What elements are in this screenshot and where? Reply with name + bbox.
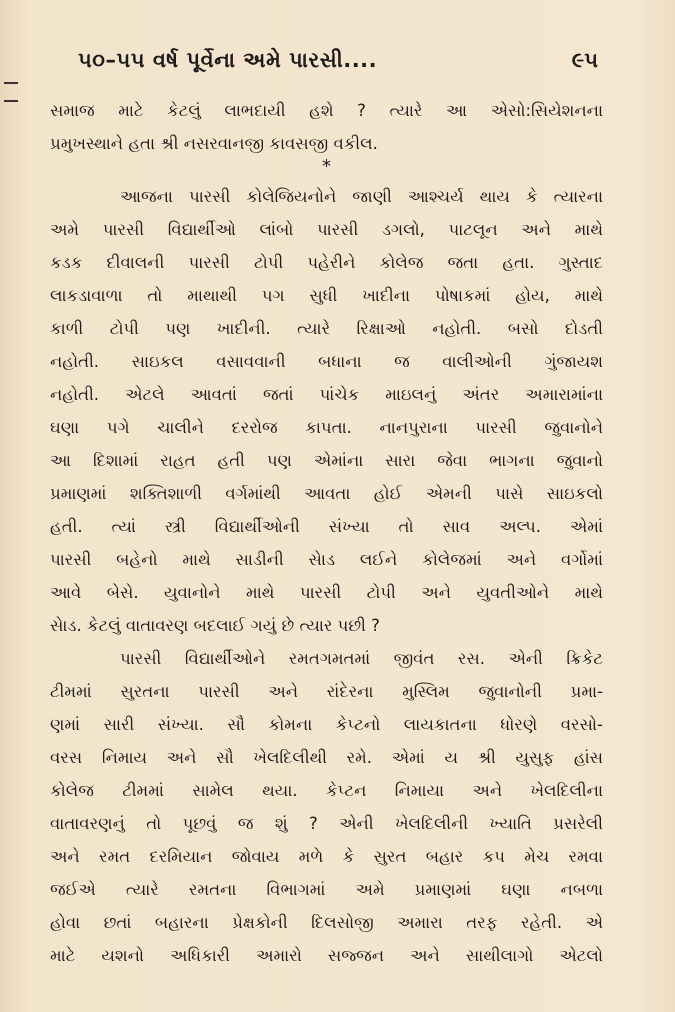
text-line: સેાડ. કેટલું વાતાવરણ બદલાઈ ગયું છે ત્યાર પછી ? (50, 616, 380, 635)
binding-mark (4, 100, 18, 102)
text-line: કડક દીવાલની પારસી ટોપી પહેરીને કોલેજ જતા હતા. ગુસ્તાદ (50, 253, 603, 272)
text-line: અને રમત દરમિયાન જોવાય મળે કે સુરત બહાર કપ મેચ રમવા (50, 847, 603, 866)
page-header (78, 48, 598, 78)
text-line: કોલેજ ટીમમાં સામેલ થયા. કેપ્ટન નિમાયા અને ખેલદિલીના (50, 781, 603, 800)
text-line: નહોતી. સાઇકલ વસાવવાની બધાના જ વાલીઓની ગુંજાયશ (50, 352, 603, 371)
text-line: હતી. ત્યાં સ્ત્રી વિદ્યાર્થીઓની સંખ્યા તો સાવ અલ્પ. એમાં (50, 517, 603, 536)
text-line: સમાજ માટે કેટલું લાભદાયી હશે ? ત્યારે આ એસો:સિયેશનના (50, 101, 603, 120)
text-line: પ્રમાણમાં શક્તિશાળી વર્ગમાંથી આવતા હોઈ એમની પાસે સાઇકલો (50, 484, 603, 503)
text-line: અમે પારસી વિદ્યાર્થીઓ લાંબો પારસી ડગલો, પાટલૂન અને માથે (50, 220, 603, 239)
running-title: ૫૦–૫૫ વર્ષ પૂર્વેના અમે પારસી.... (78, 48, 378, 72)
text-line: લાકડાવાળા તો માથાથી પગ સુધી ખાદીના પોષાકમાં હોય, માથે (50, 286, 603, 305)
section-separator: * (322, 156, 331, 177)
text-line: ઘણા પગે ચાલીને દરરોજ કાપતા. નાનપુરાના પારસી જુવાનોને (50, 418, 603, 437)
text-line: હોવા છતાં બહારના પ્રેક્ષકોની દિલસોજી અમારા તરફ રહેતી. એ (50, 913, 603, 932)
text-line: ણમાં સારી સંખ્યા. સૌ કોમના કેપ્ટનો લાયકાતના ધોરણે વરસો- (50, 715, 603, 734)
text-line: ટીમમાં સુરતના પારસી અને રાંદેરના મુસ્લિમ જુવાનોની પ્રમા- (50, 682, 603, 701)
text-line: આ દિશામાં રાહત હતી પણ એમાંના સારા જેવા ભાગના જુવાનો (50, 451, 603, 470)
page-number: ૯૫ (571, 48, 598, 72)
text-line: કાળી ટોપી પણ ખાદીની. ત્યારે રિક્ષાઓ નહોતી. બસો દોડતી (50, 319, 603, 338)
body-text (50, 94, 603, 972)
text-line: નહોતી. એટલે આવતાં જતાં પાંચેક માઇલનું અંતર અમારામાંના (50, 385, 603, 404)
text-line: માટે યશનો અધિકારી અમારો સજ્જન અને સાથીલાગો એટલો (50, 946, 603, 965)
text-line: આજના પારસી કોલેજિયનોને જાણી આશ્ચર્ય થાય કે ત્યારના (120, 187, 603, 206)
text-line: વરસ નિમાય અને સૌ ખેલદિલીથી રમે. એમાં ય શ્રી યુસુફ હાંસ (50, 748, 603, 767)
text-line: પારસી બહેનો માથે સાડીની સેાડ લઈને કોલેજમાં અને વર્ગોમાં (50, 550, 603, 569)
text-line: પારસી વિદ્યાર્થીઓને રમતગમતમાં જીવંત રસ. એની ક્રિકેટ (120, 649, 603, 668)
text-line: આવે બેસે. યુવાનોને માથે પારસી ટોપી અને યુવતીઓને માથે (50, 583, 603, 602)
text-line: પ્રમુખસ્થાને હતા શ્રી નસરવાનજી કાવસજી વકીલ. (50, 134, 378, 153)
binding-mark (4, 82, 18, 84)
text-line: વાતાવરણનું તો પૂછવું જ શું ? એની ખેલદિલીની ખ્યાતિ પ્રસરેલી (50, 814, 603, 833)
text-line: જઈએ ત્યારે રમતના વિભાગમાં અમે પ્રમાણમાં ઘણા નબળા (50, 880, 603, 899)
